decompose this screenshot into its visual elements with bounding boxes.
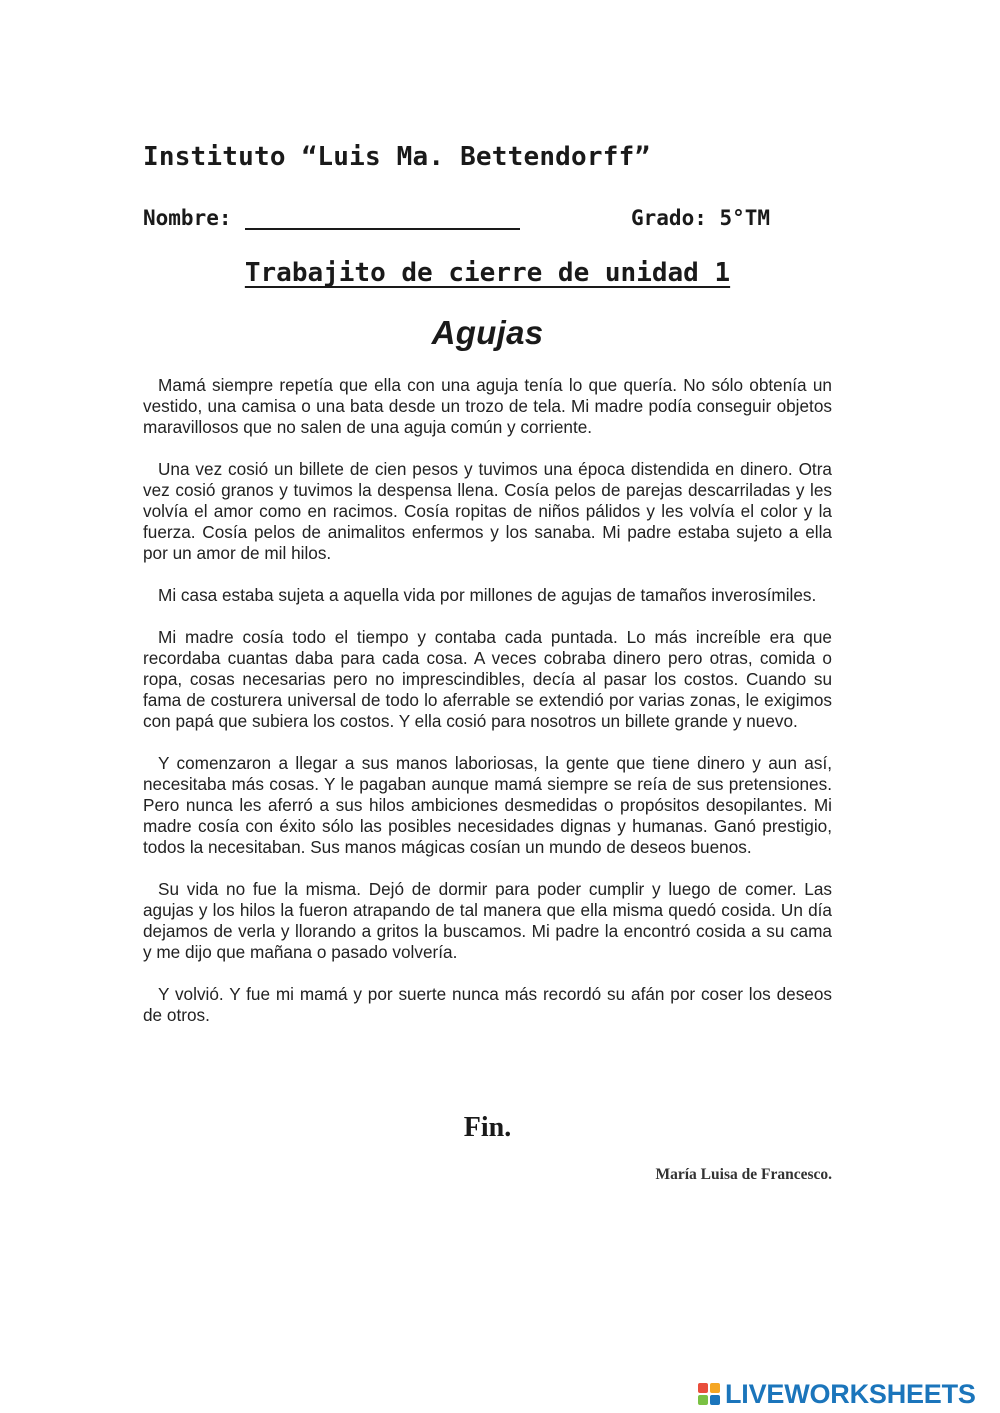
story-author: María Luisa de Francesco. bbox=[655, 1166, 832, 1183]
story-paragraph: Su vida no fue la misma. Dejó de dormir para poder cumplir y luego de comer. Las agujas y los hilos la fueron atrapando de tal manera que ella misma quedó cosida. Un día dejamos de verla y llorando a gritos la buscamos. Mi padre la encontró cosida a su cama y me dijo que mañana o pasado volvería. bbox=[143, 879, 832, 962]
grade-label: Grado: 5°TM bbox=[631, 206, 771, 230]
story-paragraph: Una vez cosió un billete de cien pesos y tuvimos una época distendida en dinero. Otra vez cosió granos y tuvimos la despensa llena. Cosía pelos de parejas descarriladas y les volvía el amor como en racimos. Cosía ropitas de niños pálidos y les volvía el color y la fuerza. Cosía pelos de animalitos enfermos y los sanaba. Mi padre estaba sujeto a ella por un amor de mil hilos. bbox=[143, 459, 832, 563]
name-label: Nombre: bbox=[143, 206, 232, 230]
institute-name: Instituto “Luis Ma. Bettendorff” bbox=[143, 142, 651, 172]
worksheet-title bbox=[143, 258, 832, 288]
liveworksheets-brand[interactable] bbox=[697, 1379, 976, 1409]
worksheet-title-text: Trabajito de cierre de unidad 1 bbox=[244, 258, 731, 288]
story-title: Agujas bbox=[431, 314, 544, 351]
story-ending: Fin. bbox=[463, 1112, 512, 1143]
story-paragraph: Mi casa estaba sujeta a aquella vida por millones de agujas de tamaños inverosímiles. bbox=[158, 585, 817, 605]
name-input-line[interactable] bbox=[245, 228, 520, 230]
story-paragraph: Y comenzaron a llegar a sus manos laboriosas, la gente que tiene dinero y aun así, necesitaba más cosas. Y le pagaban aunque mamá siempre se reía de sus pretensiones. Pero nunca les aferró a sus hilos ambiciones desmedidas o propósitos desopilantes. Mi madre cosía con éxito sólo las posibles necesidades dignas y humanas. Ganó prestigio, todos la necesitaban. Sus manos mágicas cosían un mundo de deseos buenos. bbox=[143, 753, 832, 857]
story-paragraph: Mi madre cosía todo el tiempo y contaba cada puntada. Lo más increíble era que recordaba cuantas daba para cada cosa. A veces cobraba dinero pero otras, comida o ropa, cosas necesarias pero no imprescindibles, decía al pasar los costos. Cuando su fama de costurera universal de todo lo aferrable se extendió por varias zonas, le exigimos con papá que subiera los costos. Y ella cosió para nosotros un billete grande y nuevo. bbox=[143, 627, 832, 731]
story-paragraph: Mamá siempre repetía que ella con una aguja tenía lo que quería. No sólo obtenía un vestido, una camisa o una bata desde un trozo de tela. Mi madre podía conseguir objetos maravillosos que no salen de una aguja común y corriente. bbox=[143, 375, 832, 437]
student-info-row bbox=[143, 203, 832, 233]
worksheet-page bbox=[143, 0, 832, 1413]
story-body bbox=[143, 375, 832, 1047]
liveworksheets-brand-text: LIVEWORKSHEETS bbox=[725, 1378, 976, 1409]
liveworksheets-logo-icon bbox=[697, 1382, 721, 1406]
story-paragraph: Y volvió. Y fue mi mamá y por suerte nunca más recordó su afán por coser los deseos de otros. bbox=[143, 984, 832, 1025]
